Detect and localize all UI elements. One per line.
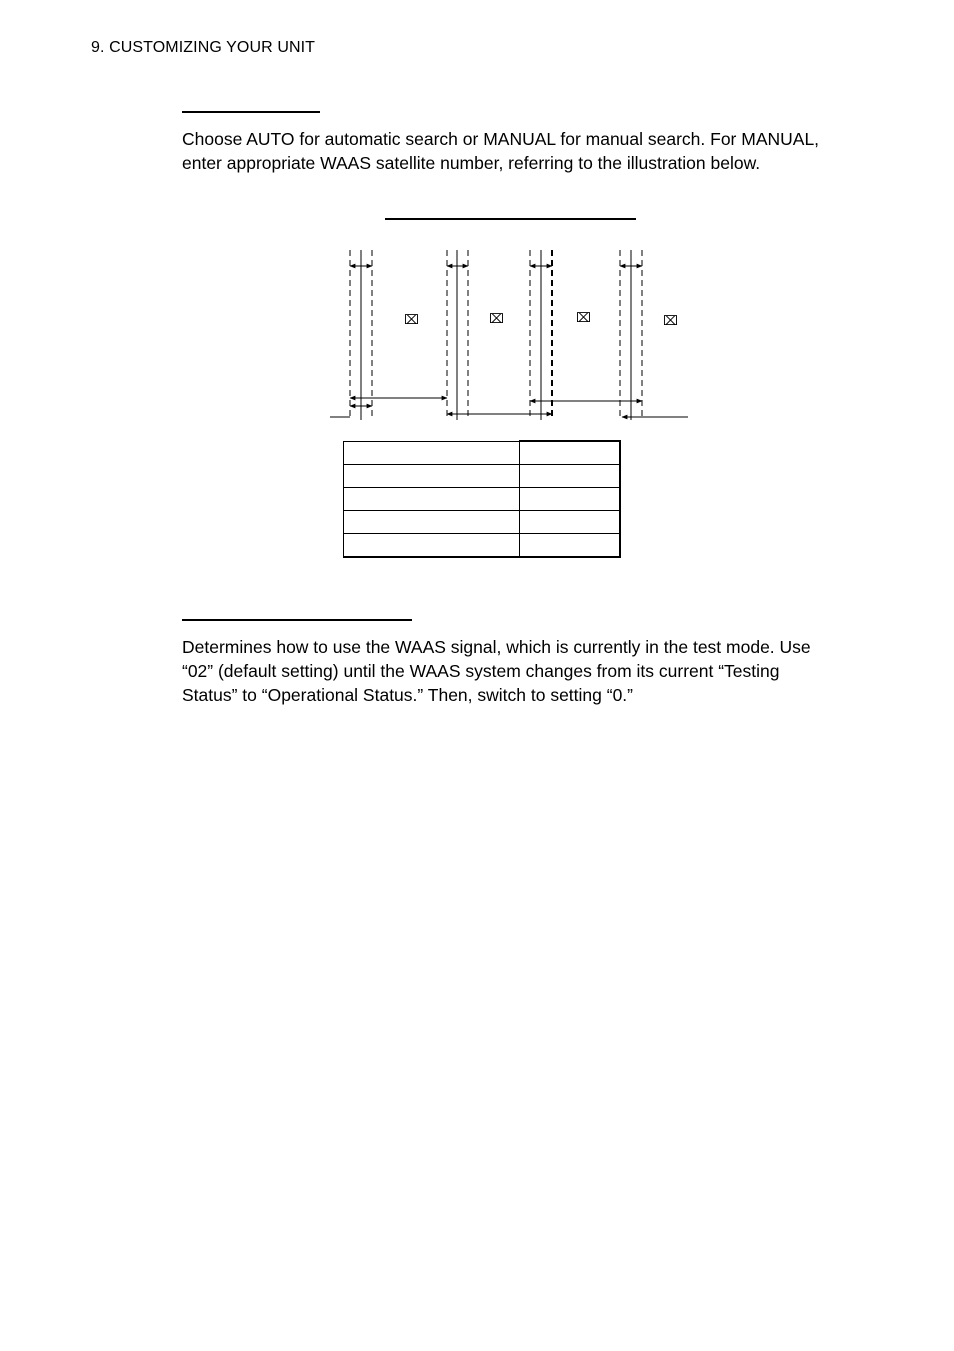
table-cell xyxy=(344,441,520,465)
waas-satellite-diagram xyxy=(320,210,700,425)
satellite-icon: ⌧ xyxy=(663,314,678,329)
table-cell xyxy=(520,534,621,558)
table-cell xyxy=(344,488,520,511)
table-cell xyxy=(344,534,520,558)
satellite-icon: ⌧ xyxy=(576,311,591,326)
table-cell xyxy=(344,511,520,534)
table-cell xyxy=(520,511,621,534)
table-row xyxy=(344,441,621,465)
table-row xyxy=(344,465,621,488)
table-row xyxy=(344,534,621,558)
longitude-band-3 xyxy=(530,250,552,420)
satellite-icon: ⌧ xyxy=(489,312,504,327)
waas-satellite-table xyxy=(343,440,621,558)
table-row xyxy=(344,488,621,511)
satellite-icon: ⌧ xyxy=(404,313,419,328)
chapter-header: 9. CUSTOMIZING YOUR UNIT xyxy=(91,39,316,56)
coverage-range-arrows xyxy=(330,398,688,417)
section1-paragraph: Choose AUTO for automatic search or MANUAL for manual search. For MANUAL, enter appropriate WAAS satellite number, referring to the illustration below. xyxy=(182,129,820,173)
section1-heading-underline xyxy=(182,111,320,113)
table-row xyxy=(344,511,621,534)
longitude-band-4 xyxy=(620,250,642,420)
section2-paragraph: Determines how to use the WAAS signal, which is currently in the test mode. Use “02” (default setting) until the WAAS system changes from its current “Testing Status” to “Operational Status.” Then, switch to setting “0.” xyxy=(182,637,811,705)
longitude-band-2 xyxy=(447,250,468,420)
table-cell xyxy=(344,465,520,488)
table-cell xyxy=(520,441,621,465)
section2-heading-underline xyxy=(182,619,412,621)
table-cell xyxy=(520,488,621,511)
table-cell xyxy=(520,465,621,488)
longitude-band-1 xyxy=(350,250,372,420)
